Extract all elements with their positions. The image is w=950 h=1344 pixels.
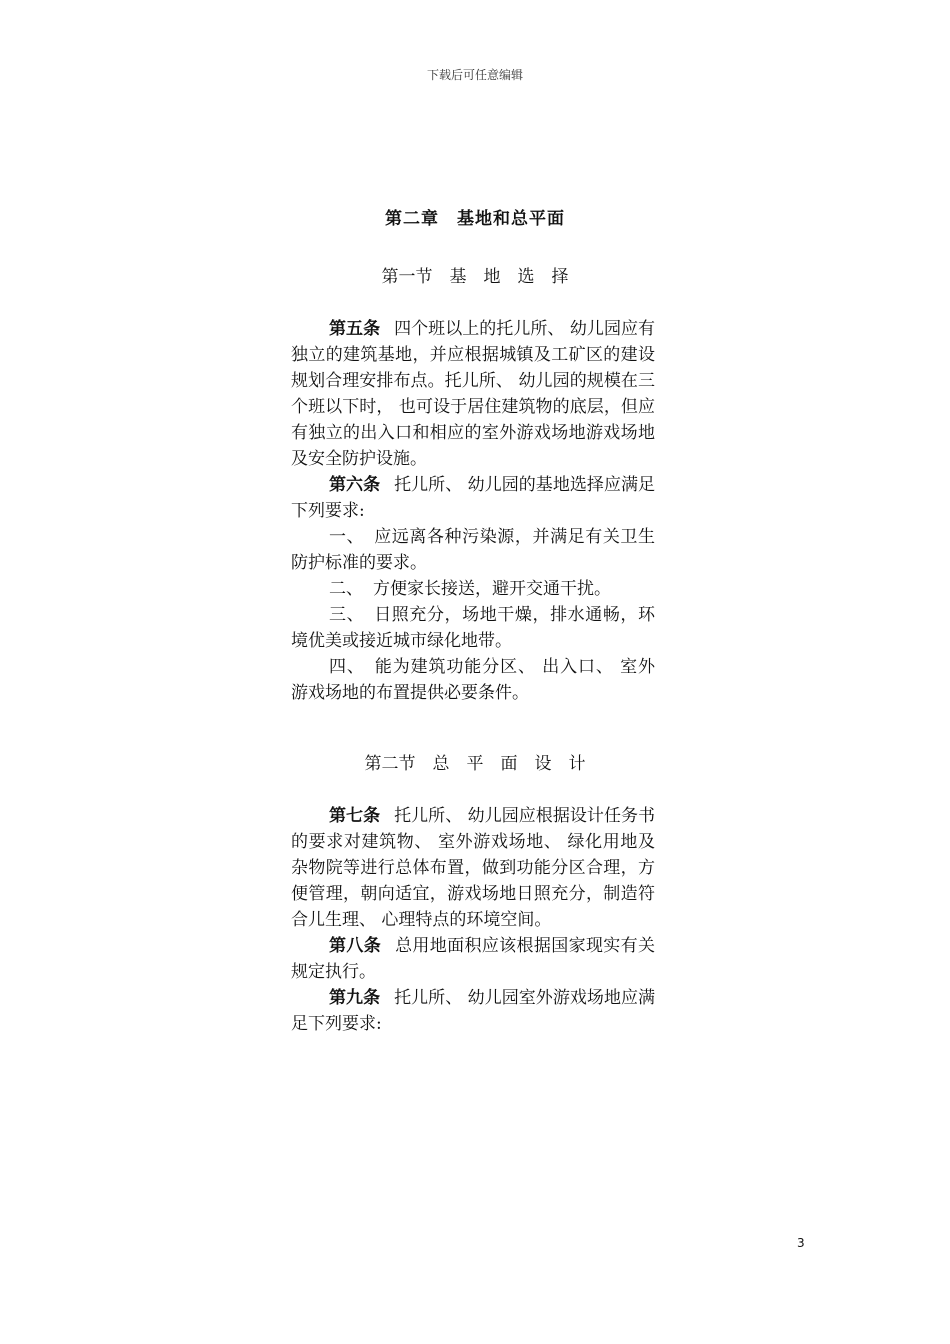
section-1-title: 第一节 基 地 选 择	[381, 267, 569, 287]
section-2-title: 第二节 总 平 面 设 计	[364, 754, 586, 774]
item-text: 应远离各种污染源，并满足有关卫生防护标准的要求。	[291, 527, 656, 573]
header-note: 下载后可任意编辑	[426, 68, 523, 82]
article-7-text: 托儿所、 幼儿园应根据设计任务书的要求对建筑物、 室外游戏场地、 绿化用地及杂物院等进行总体布置，做到功能分区合理，方便管理，朝向适宜，游戏场地日照充分，制造符合儿生理、 心理特点的环境空间。	[291, 806, 656, 930]
article-6-item-2	[291, 576, 655, 602]
article-7-label: 第七条	[329, 806, 381, 826]
section-1-body	[291, 316, 655, 706]
article-5-label: 第五条	[329, 319, 381, 339]
item-number: 二、	[329, 579, 363, 599]
item-text: 能为建筑功能分区、 出入口、 室外游戏场地的布置提供必要条件。	[291, 657, 656, 703]
article-8-text: 总用地面积应该根据国家现实有关规定执行。	[291, 936, 656, 982]
chapter-title: 第二章 基地和总平面	[385, 209, 565, 229]
item-text: 方便家长接送，避开交通干扰。	[373, 579, 611, 599]
article-5	[291, 316, 655, 472]
article-5-text: 四个班以上的托儿所、 幼儿园应有独立的建筑基地，并应根据城镇及工矿区的建设规划合理安排布点。托儿所、 幼儿园的规模在三个班以下时， 也可设于居住建筑物的底层，但应有独立的出入口和相应的室外游戏场地游戏场地及安全防护设施。	[291, 319, 656, 469]
page-number: 3	[797, 1236, 805, 1250]
item-text: 日照充分，场地干燥，排水通畅，环境优美或接近城市绿化地带。	[291, 605, 656, 651]
item-number: 一、	[329, 527, 365, 547]
section-2-body	[291, 803, 655, 1037]
article-6-item-3	[291, 602, 655, 654]
item-number: 四、	[329, 657, 365, 677]
article-8	[291, 933, 655, 985]
article-6-label: 第六条	[329, 475, 381, 495]
article-6-item-1	[291, 524, 655, 576]
article-9	[291, 985, 655, 1037]
article-8-label: 第八条	[329, 936, 382, 956]
article-7	[291, 803, 655, 933]
article-6	[291, 472, 655, 524]
item-number: 三、	[329, 605, 365, 625]
article-9-label: 第九条	[329, 988, 381, 1008]
article-6-text: 托儿所、 幼儿园的基地选择应满足下列要求:	[291, 475, 656, 521]
article-6-item-4	[291, 654, 655, 706]
article-9-text: 托儿所、 幼儿园室外游戏场地应满足下列要求:	[291, 988, 656, 1034]
